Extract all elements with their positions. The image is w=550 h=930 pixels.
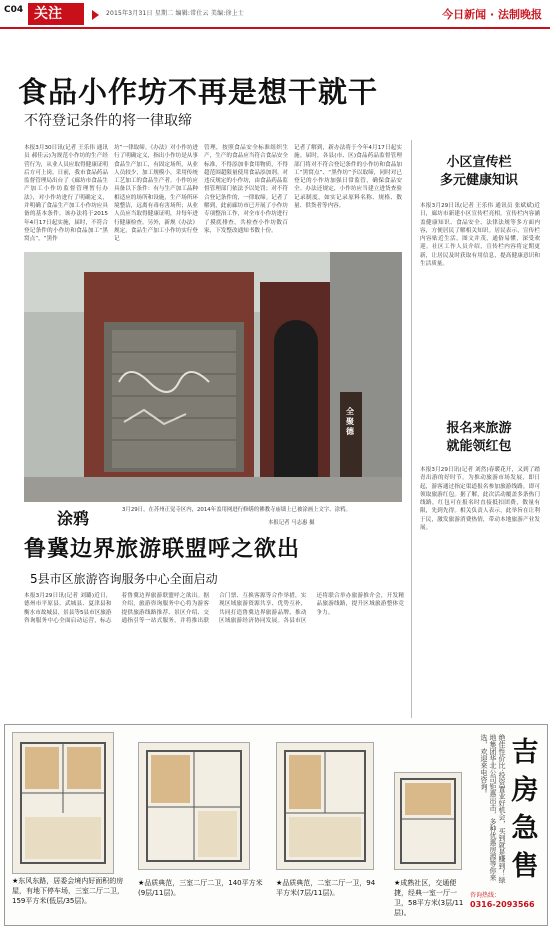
lead-subhead: 不符登记条件的将一律取缔 [24,113,192,129]
lead-column-1: 本报3月30日讯(记者 王乐伟 通讯员 郝佳云)为规范小作坊的生产经营行为，从业人员应取得健康证明后方可上岗。日前，我市食品药品监督管理局出台了《廊坊市食品生产加工小作坊监督管理暂行办法》，对小作坊进行了明确定义，并明确了食品生产加工小作坊应具备的基本条件。该办法将于2015年4月17日起实施，届时，不符合登记条件的小作坊和食品加工“黑窝点”，“黑作 [24,145,108,243]
sidebar-story1-title-line1: 小区宣传栏 [446,155,512,170]
sidebar-divider [411,140,412,718]
sidebar-story2-title [418,420,540,456]
second-subhead: 5县市区旅游咨询服务中心全面启动 [30,572,218,586]
photo-caption-word: 涂鸦 [57,509,90,528]
section-arrow [92,10,99,20]
photo-caption: 3月29日，在苏州正觉寺区内，2014年盖用网进行修缮的佛教寺庙墙上已被涂画上文字、涂鸦。 [122,507,351,513]
lead-column-3: 管理，按照食品安全标准组织生产，生产的食品应当符合食品安全标准，不得添加非食用物质，不得超范围超限量使用食品添加剂。对违反规定的小作坊，由食品药品监督管理部门依法予以处罚；对不符合登记条件的，一律取缔。记者了解到，此前廊坊市已开展了小作坊专项整治工作，对全市小作坊进行了摸底排查，共检查小作坊数百家，下发整改通知书数十份。 [204,145,288,234]
floor-plan-3 [276,742,374,870]
floor-plan-3-drawing [277,743,373,869]
lead-column-4: 记者了解到，新办法将于今年4月17日起实施。届时，各县(市、区)食品药品监督管理部门将对不符合登记条件的小作坊和食品加工“黑窝点”、“黑作坊”予以取缔，同时对已登记的小作坊加强日常监管，确保食品安全。办法还规定，小作坊应当建立进货查验记录制度，如实记录原料名称、规格、数量、供货者等内容。 [294,145,402,210]
sidebar-story2-text: 本报3月29日讯(记者 刘然)春暖花开，又到了踏青出游的好时节。为推动旅游市场发展，即日起，游客通过指定渠道报名参加旅游线路，即可领取旅游红包。据了解，此次活动覆盖多条热门线路，红包可在报名时直接抵扣团费，数量有限，先到先得。相关负责人表示，此举旨在让利于民，激发旅游消费热情，带动本地旅游产业发展。 [420,467,540,532]
floor-plan-1-drawing [13,733,113,873]
sidebar-story2-title-line1: 报名来旅游 [446,421,512,436]
second-story-text: 本报3月29日讯(记者 刘璐)近日，德州市平原县、武城县、夏津县和衡水市故城县、景县等5县市区旅游咨询服务中心全面启动运营，标志着鲁冀边界旅游联盟呼之欲出。据介绍，旅游咨询服务中心将为游客提供旅游线路推荐、景区介绍、交通指引等一站式服务，并将推出联合门票、互换客源等合作举措，实现区域旅游资源共享、优势互补，共同打造鲁冀边界旅游品牌，推动区域旅游经济协同发展。各县市区还将联合举办旅游推介会，开发精品旅游线路，提升区域旅游整体竞争力。 [24,593,404,624]
floor-plan-4 [394,772,462,870]
floor-plan-2-drawing [139,743,249,869]
header-rule [0,27,550,29]
second-headline: 鲁冀边界旅游联盟呼之欲出 [24,537,301,562]
wall-graffiti-photo [24,252,402,502]
floor-plan-4-drawing [395,773,461,869]
plan-3-label: ★品质典范，二室二厅一卫，94平方米(7层/11层)。 [276,879,376,897]
lead-headline: 食品小作坊不再是想干就干 [18,75,379,109]
section-tag: 关注 [28,3,84,25]
plan-2-label: ★品质典范，三室二厅二卫，140平方米(9层/11层)。 [138,879,263,897]
lead-column-2: 坊”一律取缔。《办法》对小作坊进行了明确定义，指出小作坊是从事食品生产加工，有固定场所，从业人员较少，加工规模小，采用传统工艺加工的食品生产者。小作坊应具备以下条件：有与生产加工品种相适应的场所和设施，生产场所环境整洁，远离有毒有害场所；从业人员应当取得健康证明，并每年进行健康检查。另外，新规《办法》规定，食品生产加工小作坊实行登记 [114,145,198,243]
ad-description: 绝佳性价比·投资置业好机会，买到就是赚到！绿地集团华北公司钜惠出击，多种优惠房源等你来选，欢迎来电咨询。 [480,734,506,884]
ad-phone: 0316-2093566 [470,900,535,909]
ad-phone-label: 咨询热线： [470,892,501,899]
sidebar-story2-title-line2: 就能领红包 [446,439,512,454]
newspaper-brand: 今日新闻 · 法制晚报 [442,8,542,21]
page-number: C04 [4,5,24,15]
floor-plan-1 [12,732,114,874]
photo-credit: 本报记者 马志惠 摄 [268,520,315,526]
sidebar-story1-text: 本报3月29日讯(记者 王乐伟 通讯员 张斌斌)近日，廊坊市新建小区宣传栏亮相，宣传栏内容涵盖健康知识、食品安全、法律法规等多方面内容，方便居民了解相关知识。居民表示，宣传栏内容贴近生活，图文并茂，通俗易懂，深受欢迎。社区工作人员介绍，宣传栏内容将定期更新，让居民及时获取有用信息，提高健康意识和生活质量。 [420,203,540,268]
news-photo [24,252,402,502]
plan-1-label: ★东风东路，居委会境内好面积的房屋，有地下停车场，三室二厅二卫，159平方米(低层/35层)。 [12,877,124,905]
shop-sign-text: 全聚德 [346,407,354,436]
sidebar-story1-title-line2: 多元健康知识 [439,173,518,188]
ad-title: 吉房急售 [511,737,539,882]
dateline: 2015年3月31日 星期二 编辑:常仕云 美编:徐上士 [106,10,245,17]
plan-4-label: ★成熟社区，交通便捷，经典一室一厅一卫，58平方米(3层/11层)。 [394,879,464,917]
sidebar-story1-title [418,154,540,190]
floor-plan-2 [138,742,250,870]
